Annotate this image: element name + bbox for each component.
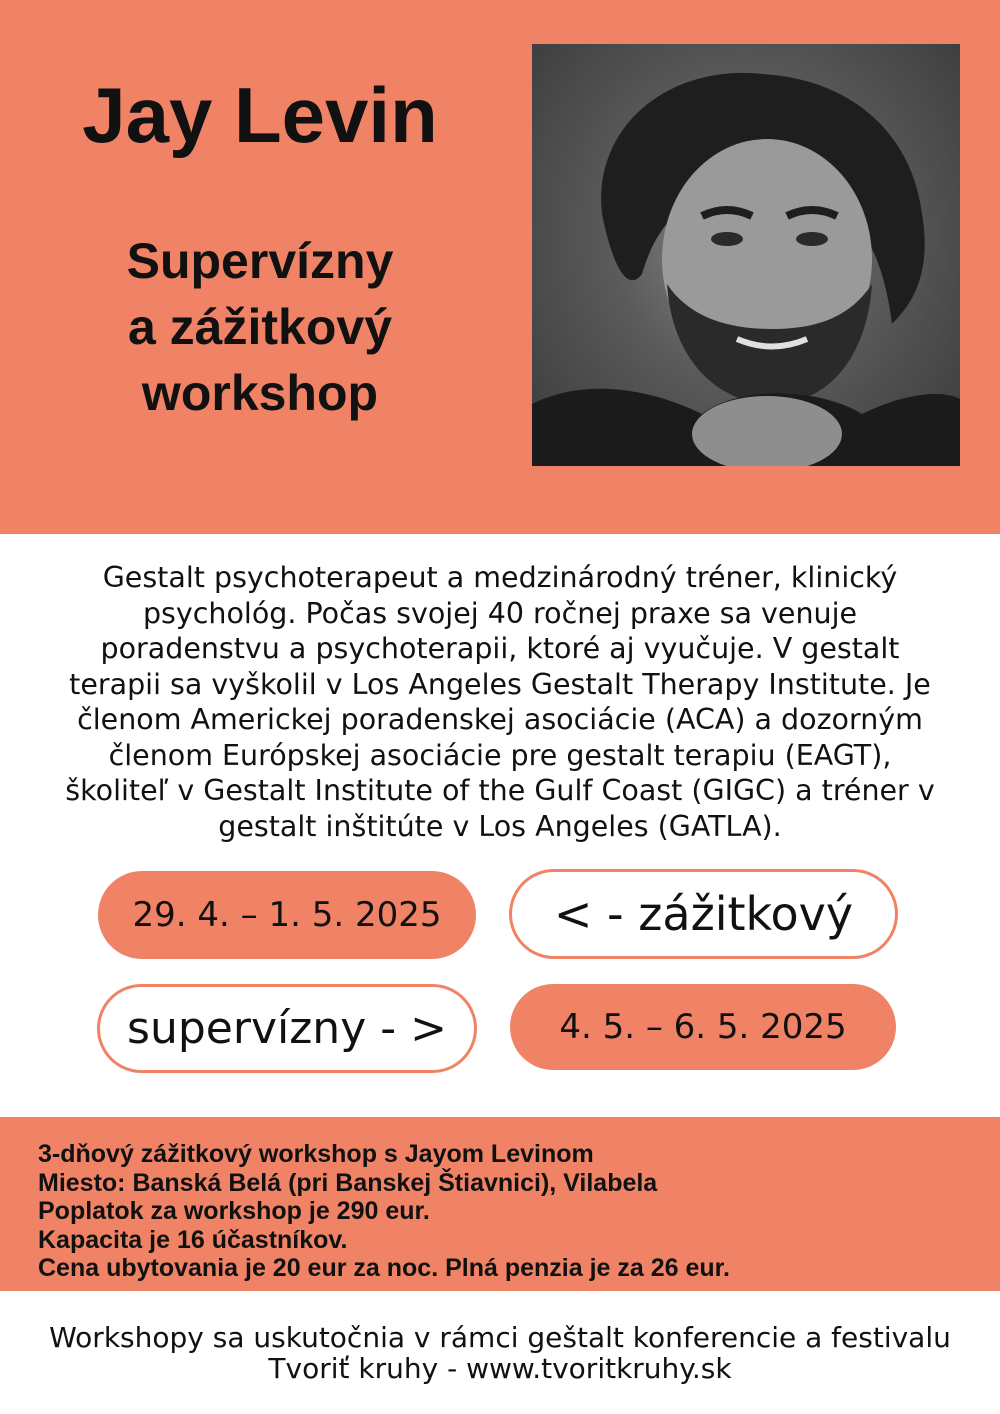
- footer-link: Tvoriť kruhy - www.tvoritkruhy.sk: [268, 1352, 732, 1385]
- bio-line: poradenstvu a psychoterapii, ktoré aj vyučuje. V gestalt: [100, 632, 900, 665]
- bio-line: gestalt inštitúte v Los Angeles (GATLA).: [218, 809, 782, 843]
- bio-line: Gestalt psychoterapeut a medzinárodný tréner, klinický: [102, 561, 898, 594]
- label-supervision-badge: supervízny - >: [97, 984, 477, 1073]
- detail-line: 3-dňový zážitkový workshop s Jayom Levinom: [38, 1140, 594, 1168]
- label-experiential-badge: < - zážitkový: [509, 869, 898, 959]
- bio-line: členom Európskej asociácie pre gestalt terapiu (EAGT),: [108, 738, 892, 772]
- subtitle-line: a zážitkový: [127, 299, 392, 355]
- footer-line: Workshopy sa uskutočnia v rámci geštalt konferencie a festivalu: [49, 1321, 951, 1354]
- date-experiential-badge: 29. 4. – 1. 5. 2025: [98, 871, 476, 959]
- subtitle-line: Supervízny: [126, 233, 394, 289]
- detail-line: Miesto: Banská Belá (pri Banskej Štiavnici), Vilabela: [38, 1168, 658, 1197]
- bio-line: psychológ. Počas svojej 40 ročnej praxe sa venuje: [142, 596, 858, 630]
- workshop-details: [38, 1140, 978, 1283]
- event-subtitle: [30, 228, 490, 426]
- footer-note: [0, 1322, 1000, 1384]
- portrait-photo-icon: [532, 44, 960, 466]
- detail-line: Kapacita je 16 účastníkov.: [38, 1225, 348, 1254]
- date-supervision-badge: 4. 5. – 6. 5. 2025: [510, 984, 896, 1070]
- bio-line: terapii sa vyškolil v Los Angeles Gestalt Therapy Institute. Je: [69, 667, 931, 701]
- speaker-bio: [15, 560, 985, 844]
- detail-line: Cena ubytovania je 20 eur za noc. Plná penzia je za 26 eur.: [38, 1254, 730, 1282]
- subtitle-line: workshop: [141, 365, 379, 421]
- detail-line: Poplatok za workshop je 290 eur.: [38, 1197, 430, 1225]
- bio-line: školiteľ v Gestalt Institute of the Gulf Coast (GIGC) a tréner v: [65, 774, 935, 807]
- speaker-name: Jay Levin: [82, 71, 438, 159]
- bio-line: členom Americkej poradenskej asociácie (ACA) a dozorným: [77, 703, 923, 736]
